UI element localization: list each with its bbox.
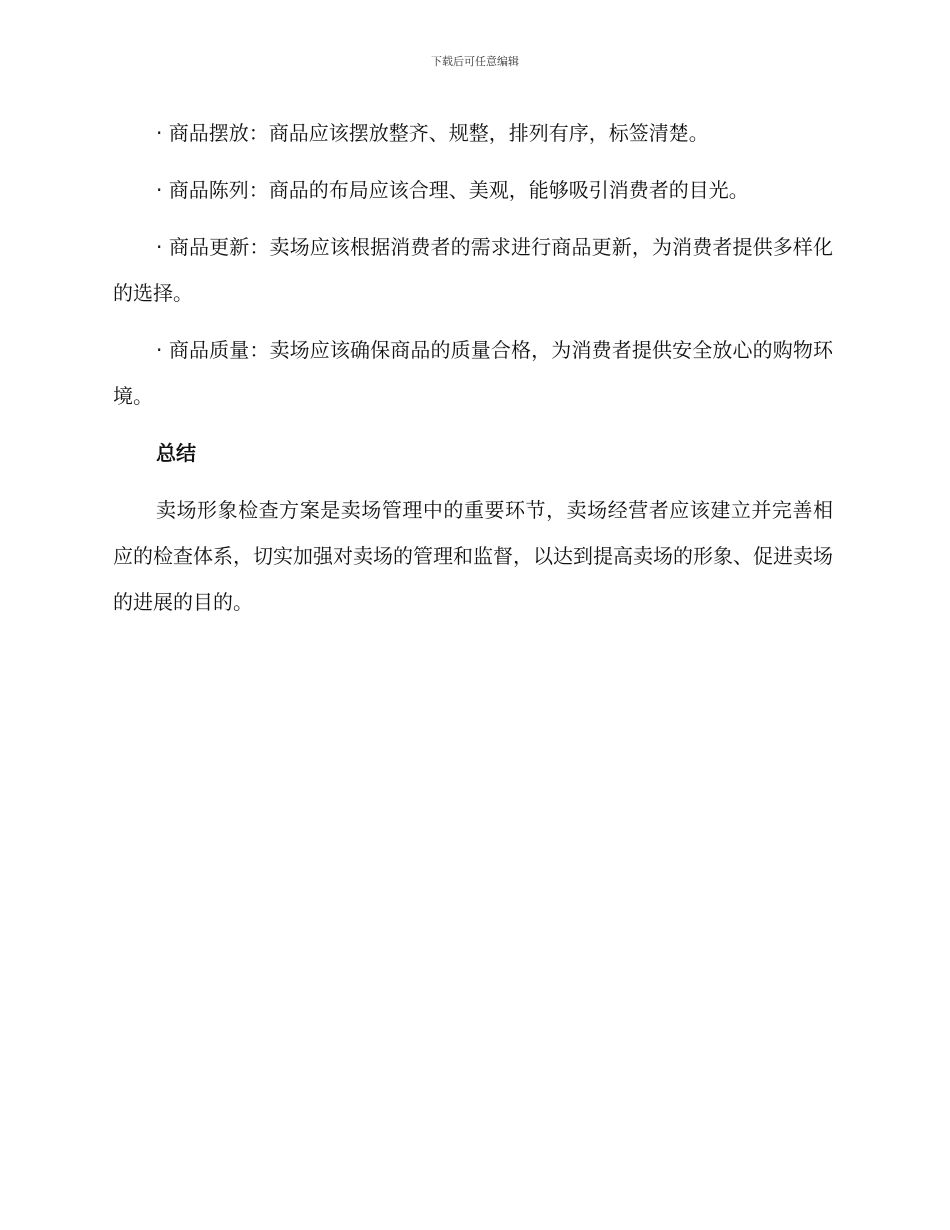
document-body [113, 110, 833, 636]
bullet-item-placement: · 商品摆放：商品应该摆放整齐、规整，排列有序，标签清楚。 [156, 121, 709, 145]
bullet-item-display: · 商品陈列：商品的布局应该合理、美观，能够吸引消费者的目光。 [156, 178, 749, 202]
summary-heading: 总结 [156, 441, 196, 465]
page-header: 下载后可任意编辑 [431, 55, 519, 68]
summary-paragraph: 卖场形象检查方案是卖场管理中的重要环节，卖场经营者应该建立并完善相应的检查体系，切实加强对卖场的管理和监督，以达到提高卖场的形象、促进卖场的进展的目的。 [113, 498, 833, 614]
bullet-item-update: · 商品更新：卖场应该根据消费者的需求进行商品更新，为消费者提供多样化的选择。 [113, 235, 833, 305]
bullet-item-quality: · 商品质量：卖场应该确保商品的质量合格，为消费者提供安全放心的购物环境。 [113, 338, 833, 408]
